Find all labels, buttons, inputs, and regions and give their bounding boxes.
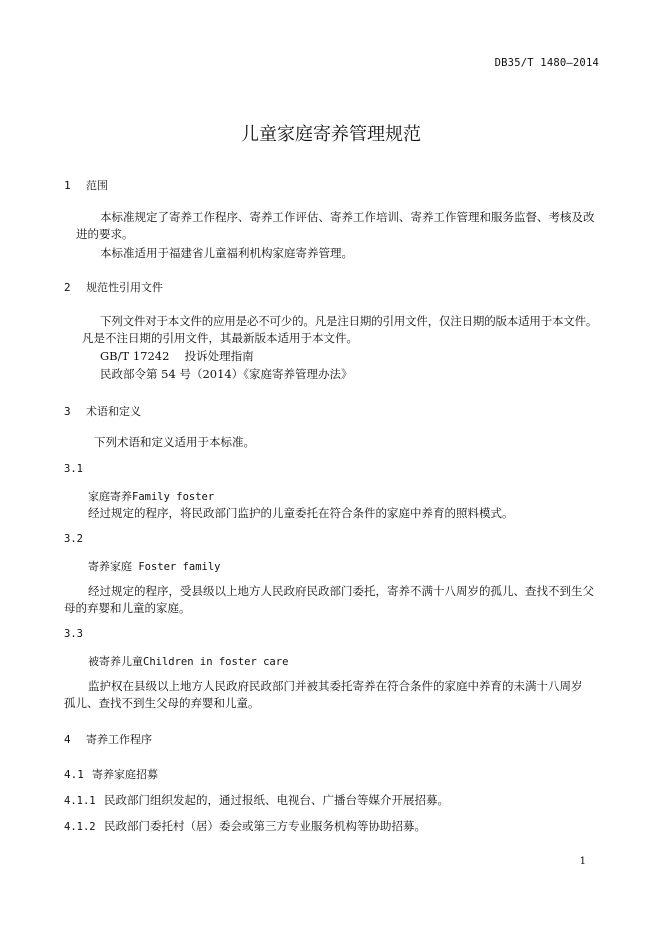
term-en: Family foster [132, 491, 215, 503]
section-number: 1 [64, 179, 71, 192]
section-number: 4 [64, 733, 71, 746]
clause-number: 4.1.1 [64, 795, 96, 807]
subsection-4-1-heading [64, 766, 158, 782]
term-en: Children in foster care [143, 656, 289, 668]
normative-reference: GB/T 17242 投诉处理指南 [100, 349, 254, 363]
clause-text: 民政部门组织发起的，通过报纸、电视台、广播台等媒介开展招募。 [104, 793, 449, 807]
paragraph: 本标准规定了寄养工作程序、寄养工作评估、寄养工作培训、寄养工作管理和服务监督、考核及改 [100, 210, 595, 224]
term-definition: 经过规定的程序，将民政部门监护的儿童委托在符合条件的家庭中养育的照料模式。 [88, 506, 514, 520]
section-title: 寄养工作程序 [86, 733, 152, 746]
term-definition-continuation: 母的弃婴和儿童的家庭。 [64, 601, 191, 615]
term-heading [88, 558, 221, 574]
clause-item [64, 792, 449, 808]
section-title: 范围 [86, 179, 108, 192]
section-title: 规范性引用文件 [86, 281, 163, 294]
paragraph: 本标准适用于福建省儿童福利机构家庭寄养管理。 [100, 246, 353, 260]
clause-item [64, 818, 426, 834]
paragraph-continuation: 进的要求。 [76, 227, 134, 241]
paragraph: 下列文件对于本文件的应用是必不可少的。凡是注日期的引用文件，仅注日期的版本适用于本文件。 [100, 314, 598, 328]
section-1-heading [64, 177, 108, 193]
section-2-heading [64, 279, 163, 295]
term-number: 3.1 [64, 463, 83, 475]
section-title: 术语和定义 [86, 405, 141, 418]
term-definition: 监护权在县级以上地方人民政府民政部门并被其委托寄养在符合条件的家庭中养育的未满十八周岁 [88, 679, 583, 693]
paragraph: 下列术语和定义适用于本标准。 [94, 435, 255, 449]
clause-number: 4.1.2 [64, 821, 96, 833]
standard-number: DB35/T 1480—2014 [494, 57, 599, 69]
term-definition: 经过规定的程序，受县级以上地方人民政府民政部门委托，寄养不满十八周岁的孤儿、查找不到生父 [88, 584, 594, 598]
term-zh: 被寄养儿童 [88, 655, 143, 668]
document-title: 儿童家庭寄养管理规范 [241, 124, 421, 145]
paragraph-continuation: 凡是不注日期的引用文件，其最新版本适用于本文件。 [82, 331, 358, 345]
term-definition-continuation: 孤儿、查找不到生父母的弃婴和儿童。 [64, 696, 260, 710]
section-4-heading [64, 731, 152, 747]
normative-reference: 民政部令第 54 号（2014）《家庭寄养管理办法》 [100, 367, 353, 381]
term-heading [88, 488, 214, 504]
clause-text: 民政部门委托村（居）委会或第三方专业服务机构等协助招募。 [104, 819, 426, 833]
page-number: 1 [579, 856, 586, 867]
term-number: 3.3 [64, 628, 83, 640]
section-number: 3 [64, 405, 71, 418]
term-heading [88, 653, 288, 669]
section-3-heading [64, 403, 141, 419]
term-number: 3.2 [64, 533, 83, 545]
section-number: 2 [64, 281, 71, 294]
term-zh: 寄养家庭 [88, 560, 132, 573]
subsection-title: 寄养家庭招募 [92, 768, 158, 781]
term-zh: 家庭寄养 [88, 490, 132, 503]
term-en: Foster family [132, 561, 221, 573]
subsection-number: 4.1 [64, 768, 84, 781]
